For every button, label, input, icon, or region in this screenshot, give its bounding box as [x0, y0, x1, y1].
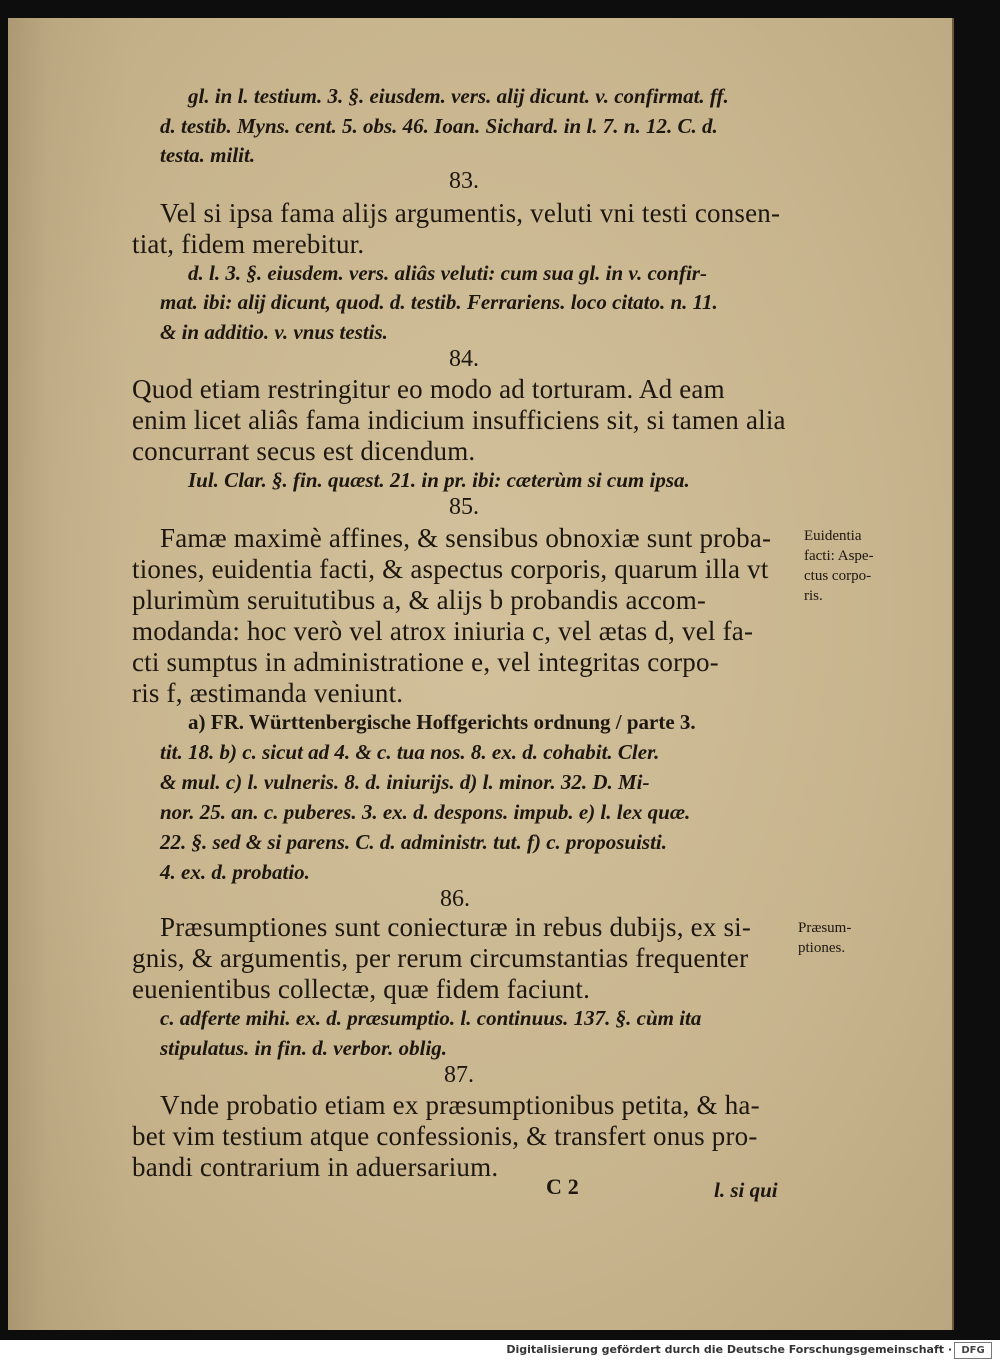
text-line: Vel si ipsa fama alijs argumentis, veluti vni testi consen-: [160, 198, 781, 228]
text-line: bet vim testium atque confessionis, & transfert onus pro-: [132, 1121, 758, 1151]
section-number: 87.: [444, 1062, 474, 1088]
text-line: bandi contrarium in aduersarium.: [132, 1152, 499, 1182]
citation-line: testa. milit.: [160, 143, 256, 167]
citation-line: mat. ibi: alij dicunt, quod. d. testib. Ferrariens. loco citato. n. 11.: [160, 290, 718, 314]
text-line: concurrant secus est dicendum.: [132, 436, 476, 466]
margin-note: facti: Aspe-: [804, 548, 874, 564]
section-number: 86.: [440, 886, 470, 912]
citation-line: d. l. 3. §. eiusdem. vers. aliâs veluti: cum sua gl. in v. confir-: [188, 261, 707, 285]
footnote-line: nor. 25. an. c. puberes. 3. ex. d. despons. impub. e) l. lex quæ.: [160, 800, 691, 824]
text-line: gnis, & argumentis, per rerum circumstantias frequenter: [132, 943, 749, 973]
dfg-logo: DFG: [954, 1342, 992, 1359]
text-line: Vnde probatio etiam ex præsumptionibus petita, & ha-: [160, 1090, 760, 1120]
signature-mark: C 2: [546, 1174, 579, 1199]
section-number: 83.: [449, 168, 479, 194]
margin-note: Præsum-: [798, 920, 852, 936]
margin-note: ptiones.: [798, 940, 846, 956]
book-page: [8, 18, 954, 1330]
footnote-line: & mul. c) l. vulneris. 8. d. iniurijs. d) l. minor. 32. D. Mi-: [160, 770, 650, 794]
citation-line: gl. in l. testium. 3. §. eiusdem. vers. alij dicunt. v. confirmat. ff.: [188, 84, 729, 108]
text-line: cti sumptus in administratione e, vel integritas corpo-: [132, 647, 719, 677]
citation-line: & in additio. v. vnus testis.: [160, 320, 388, 344]
footnote-line: 4. ex. d. probatio.: [160, 860, 310, 884]
catchword: l. si qui: [714, 1178, 778, 1202]
citation-line: Iul. Clar. §. fin. quæst. 21. in pr. ibi: cæterùm si cum ipsa.: [188, 468, 690, 492]
footnote-line: 22. §. sed & si parens. C. d. administr. tut. f) c. proposuisti.: [160, 830, 667, 854]
margin-note: ris.: [804, 588, 823, 604]
text-line: Quod etiam restringitur eo modo ad torturam. Ad eam: [132, 374, 725, 404]
section-number: 85.: [449, 494, 479, 520]
text-line: modanda: hoc verò vel atrox iniuria c, vel ætas d, vel fa-: [132, 616, 754, 646]
text-line: plurimùm seruitutibus a, & alijs b probandis accom-: [132, 585, 707, 615]
text-line: tiat, fidem merebitur.: [132, 229, 365, 259]
text-line: tiones, euidentia facti, & aspectus corporis, quarum illa vt: [132, 554, 769, 584]
footnote-line: a) FR. Württenbergische Hoffgerichts ordnung / parte 3.: [188, 710, 696, 734]
text-line: Præsumptiones sunt coniecturæ in rebus dubijs, ex si-: [160, 912, 752, 942]
margin-note: Euidentia: [804, 528, 862, 544]
text-line: ris f, æstimanda veniunt.: [132, 678, 404, 708]
text-line: Famæ maximè affines, & sensibus obnoxiæ sunt proba-: [160, 523, 772, 553]
funding-credit: Digitalisierung gefördert durch die Deutsche Forschungsgemeinschaft ·: [506, 1343, 952, 1356]
citation-line: d. testib. Myns. cent. 5. obs. 46. Ioan. Sichard. in l. 7. n. 12. C. d.: [160, 114, 718, 138]
citation-line: stipulatus. in fin. d. verbor. oblig.: [160, 1036, 448, 1060]
margin-note: ctus corpo-: [804, 568, 872, 584]
footer-bar: [0, 1340, 1000, 1360]
text-line: enim licet aliâs fama indicium insufficiens sit, si tamen alia: [132, 405, 786, 435]
citation-line: c. adferte mihi. ex. d. præsumptio. l. continuus. 137. §. cùm ita: [160, 1006, 702, 1030]
section-number: 84.: [449, 346, 479, 372]
text-line: euenientibus collectæ, quæ fidem faciunt.: [132, 974, 591, 1004]
footnote-line: tit. 18. b) c. sicut ad 4. & c. tua nos. 8. ex. d. cohabit. Cler.: [160, 740, 660, 764]
